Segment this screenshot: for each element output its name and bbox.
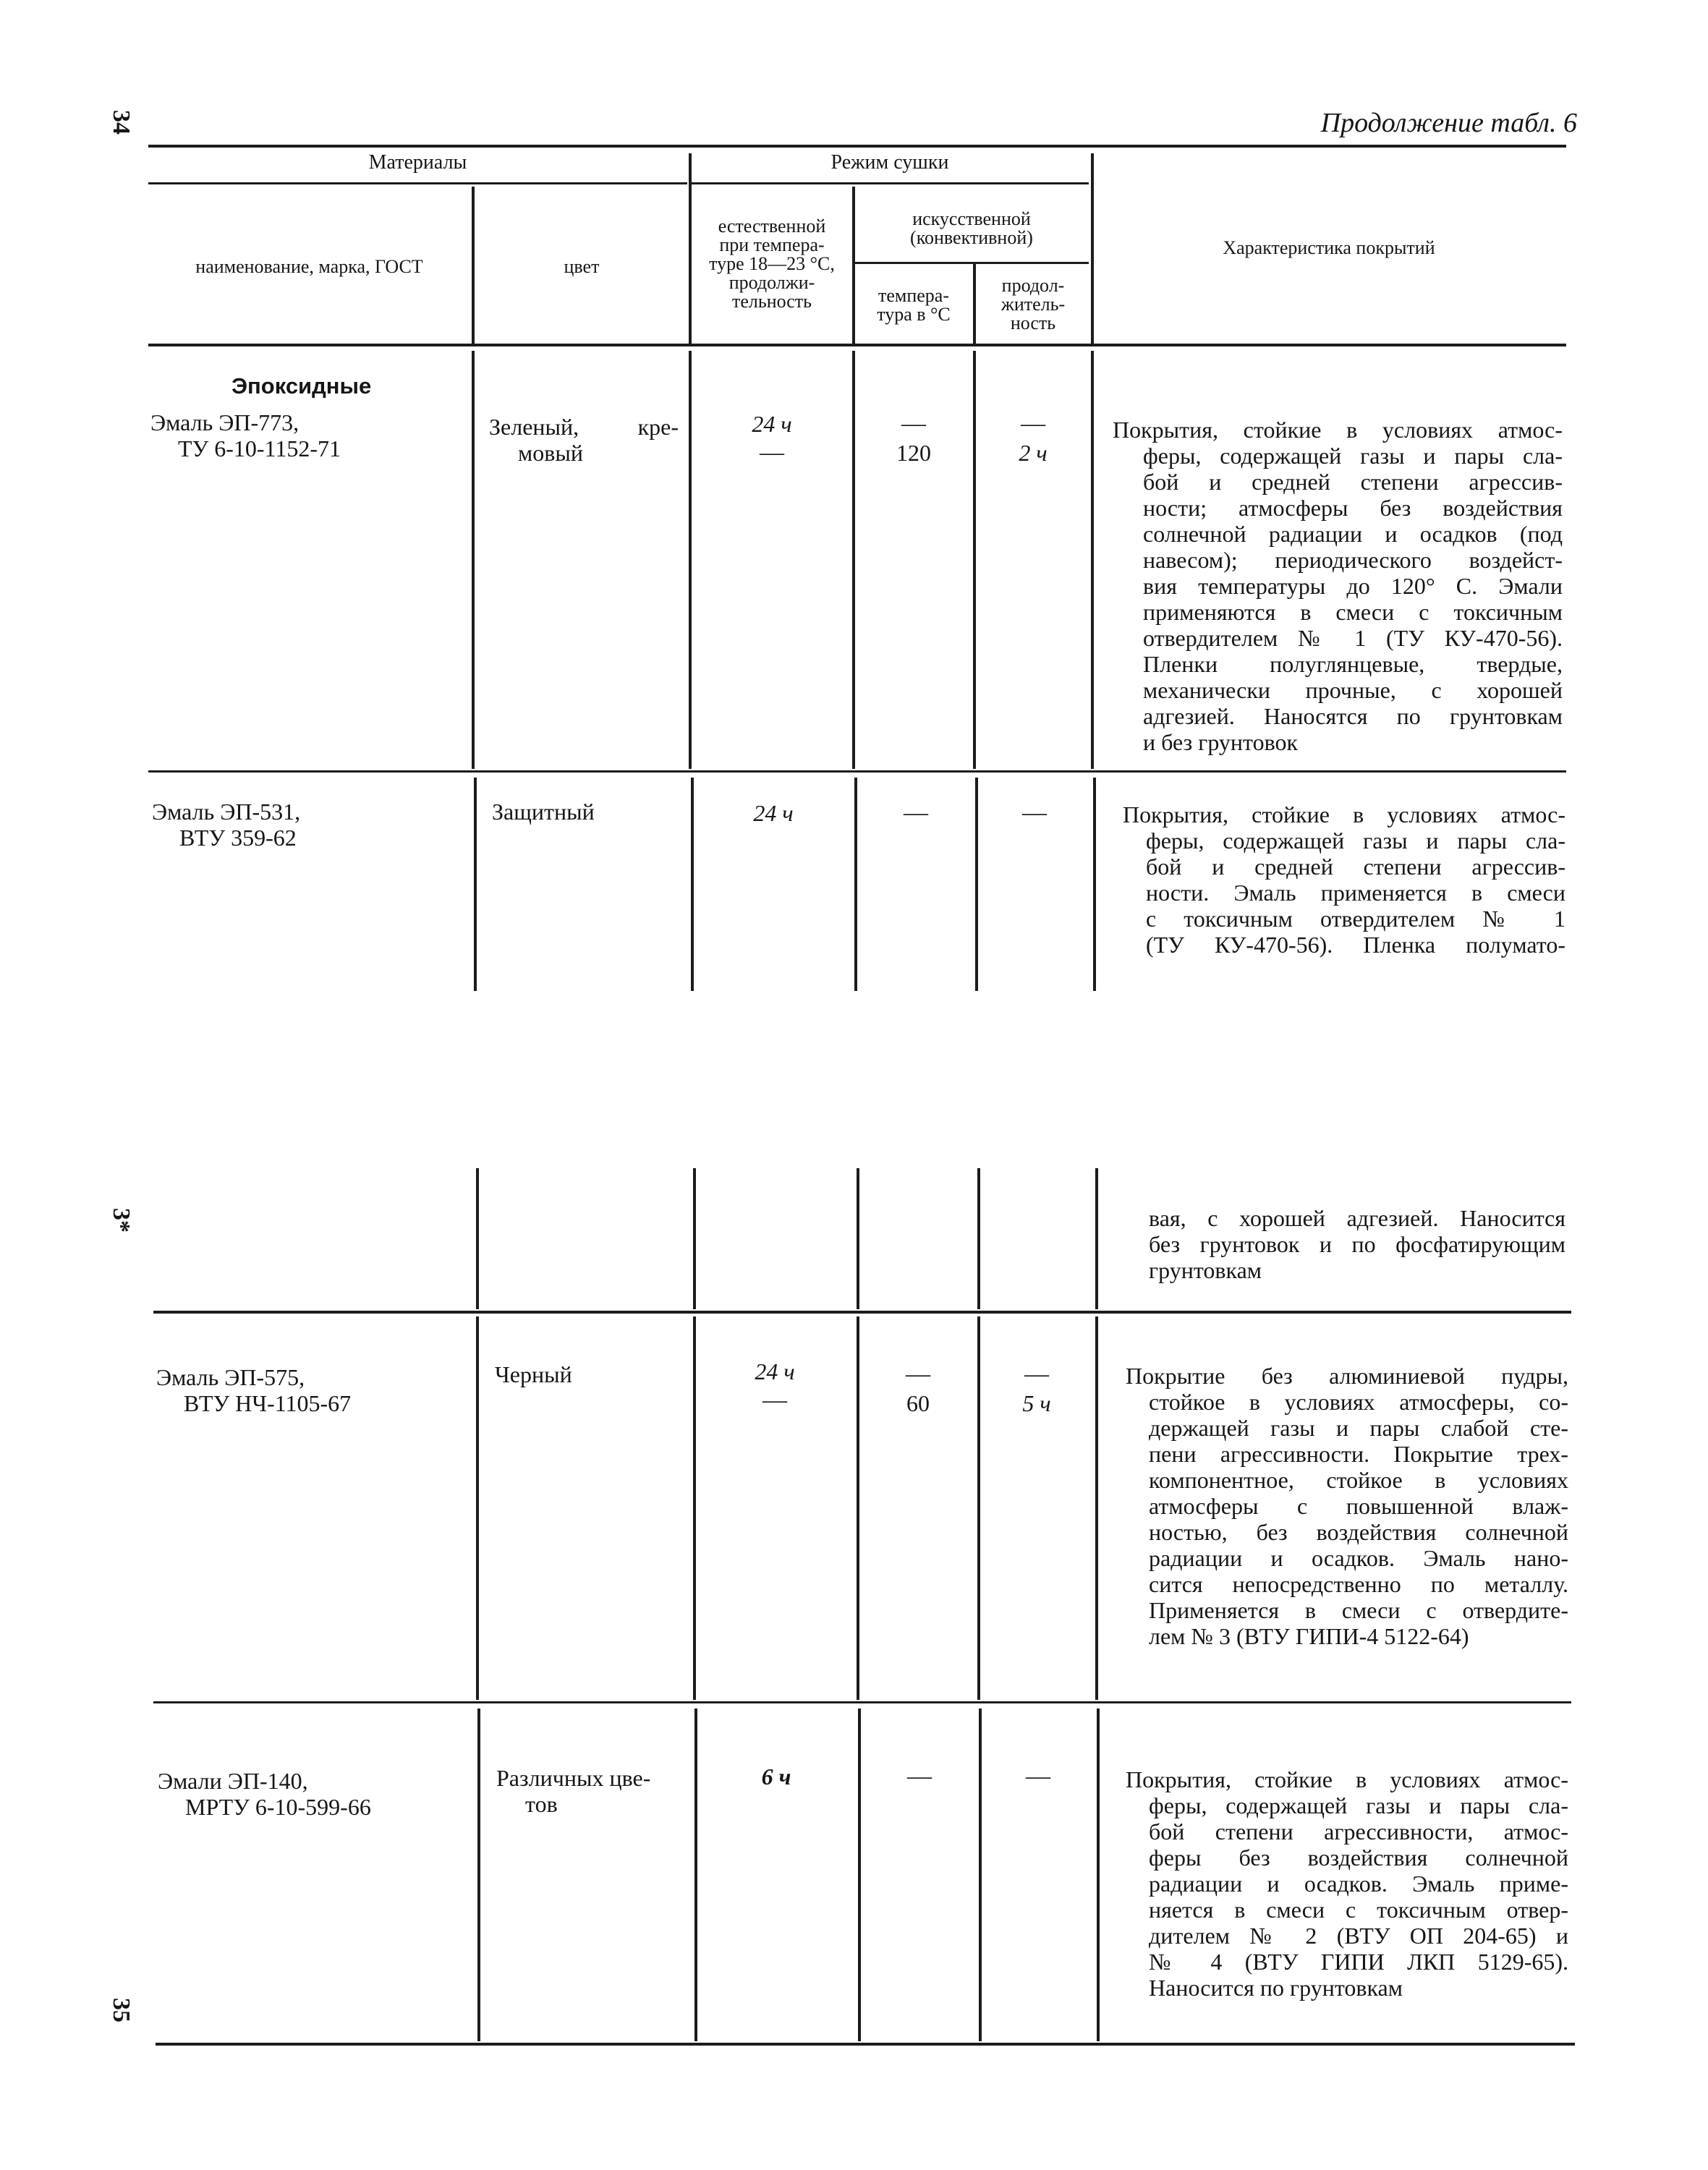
row-color [496, 1765, 686, 1817]
row-description-line: без грунтовок и по фосфатирующим [1149, 1231, 1565, 1257]
col-divider-2 [689, 351, 692, 769]
row-temperature [857, 799, 974, 827]
row-natural-value: — [760, 439, 784, 466]
header-natural-line: туре 18—23 °С, [709, 253, 835, 274]
header-duration-line: продол- [1001, 275, 1065, 296]
header-bottom-rule [148, 344, 1566, 346]
page-number-top: 34 [108, 110, 135, 135]
row-duration-value: — [1024, 1361, 1049, 1387]
row-description-line: радиации и осадков. Эмаль приме- [1149, 1871, 1568, 1897]
col-divider-3 [857, 1168, 859, 1309]
row-temperature-value: — [901, 410, 926, 437]
row-description-line: Применяется в смеси с отвердите- [1149, 1597, 1568, 1623]
row-description-line: радиации и осадков. Эмаль нано- [1149, 1545, 1568, 1571]
row-description [1113, 417, 1563, 755]
row-natural-value: — [762, 1387, 787, 1413]
row-description-line: солнечной радиации и осадков (под [1143, 521, 1563, 547]
row-description [1123, 801, 1565, 958]
row-rule [153, 1701, 1571, 1703]
header-drying-mode: Режим сушки [830, 151, 949, 174]
row-description-line: стойкое в условиях атмосферы, со- [1149, 1389, 1568, 1415]
row-duration-value: 2 ч [1019, 440, 1048, 466]
row-color-line: мовый [518, 440, 583, 466]
row-description-line: бой и средней степени агрессив- [1146, 854, 1565, 880]
row-name [152, 799, 470, 851]
col-divider-2 [693, 1168, 696, 1309]
page-number-middle: 3* [108, 1208, 135, 1233]
row-name [156, 1364, 475, 1416]
row-temperature [861, 1762, 978, 1791]
header-temperature-line: тура в °С [877, 304, 951, 325]
row-description-line: навесом); периодического воздейст- [1143, 547, 1563, 573]
row-color-line: Черный [495, 1361, 572, 1387]
row-description-line: Пленки полуглянцевые, твердые, [1143, 651, 1563, 677]
header-artificial [855, 210, 1088, 247]
col-divider-5 [1093, 778, 1096, 991]
row-description-line: бой степени агрессивности, атмос- [1149, 1818, 1568, 1845]
row-temperature-value: — [906, 1361, 930, 1387]
col-divider-2 [691, 778, 694, 991]
table-bottom-rule [156, 2043, 1575, 2046]
row-name [158, 1768, 476, 1820]
row-temperature-value: 120 [896, 440, 931, 466]
header-materials: Материалы [368, 151, 467, 174]
col-divider-2 [694, 1709, 697, 2041]
row-description-line: пени агрессивности. Покрытие трех- [1149, 1441, 1568, 1467]
row-temperature-value: — [907, 1763, 932, 1790]
row-natural-value: 24 ч [752, 411, 792, 437]
row-description-line: Покрытия, стойкие в условиях атмос- [1126, 1766, 1568, 1792]
row-rule [148, 770, 1566, 773]
row-name [150, 409, 469, 461]
table-top-rule [148, 145, 1566, 148]
row-name-line: Эмаль ЭП-575, [156, 1364, 305, 1390]
header-color-column: цвет [564, 256, 600, 277]
row-name-line: МРТУ 6-10-599-66 [185, 1794, 371, 1820]
col-divider-1 [472, 351, 475, 769]
header-sub-rule-left [148, 182, 687, 184]
row-natural-value: 24 ч [755, 1358, 795, 1384]
header-natural-line: продолжи- [728, 272, 815, 293]
row-natural [696, 1357, 854, 1415]
col-divider-4-header [973, 264, 976, 346]
row-description-line: механически прочные, с хорошей [1143, 677, 1563, 703]
row-description-line: грунтовкам [1149, 1257, 1262, 1283]
col-divider-5 [1091, 351, 1094, 769]
row-description-line: Покрытия, стойкие в условиях атмос- [1123, 801, 1565, 827]
header-temperature-line: темпера- [878, 285, 949, 306]
row-description-line: ности; атмосферы без воздействия [1143, 495, 1563, 521]
row-description-line: феры без воздействия солнечной [1149, 1845, 1568, 1871]
row-natural [694, 799, 852, 827]
row-description-line: дителем № 2 (ВТУ ОП 204-65) и [1149, 1923, 1568, 1949]
row-duration [982, 1762, 1095, 1791]
row-description-line: бой и средней степени агрессив- [1143, 469, 1563, 495]
row-color [492, 799, 681, 825]
header-natural-column [693, 217, 851, 311]
row-color-line: Различных цве- [496, 1765, 651, 1791]
row-duration [980, 1360, 1093, 1418]
row-color [495, 1361, 684, 1387]
row-duration [977, 409, 1089, 467]
section-title: Эпоксидные [231, 373, 372, 399]
header-duration-line: ность [1010, 312, 1056, 333]
row-description-line: лем № 3 (ВТУ ГИПИ-4 5122-64) [1149, 1623, 1469, 1649]
row-name-line: ТУ 6-10-1152-71 [178, 435, 341, 461]
col-divider-1-header [472, 187, 475, 346]
row-description-line: Покрытия, стойкие в условиях атмос- [1113, 417, 1563, 443]
col-divider-1 [476, 1168, 479, 1309]
col-divider-2-header [689, 153, 692, 346]
row-name-line: ВТУ НЧ-1105-67 [184, 1390, 352, 1416]
header-temperature-column [855, 286, 972, 324]
row-description-line: няется в смеси с токсичным отвер- [1149, 1897, 1568, 1923]
row-description-line: держащей газы и пары слабой сте- [1149, 1415, 1568, 1441]
row-description-line: отвердителем № 1 (ТУ КУ-470-56). [1143, 625, 1563, 651]
row-description-line: и без грунтовок [1143, 729, 1299, 755]
row-color-line: Защитный [492, 799, 595, 825]
header-sub-rule-mid [691, 182, 1089, 184]
row-color-line: Зеленый, кре- [489, 414, 679, 440]
header-natural-line: при темпера- [719, 234, 825, 255]
header-natural-line: естественной [718, 216, 826, 237]
row-rule [153, 1311, 1571, 1314]
row-description-line: атмосферы с повышенной влаж- [1149, 1493, 1568, 1519]
row-duration-value: — [1021, 410, 1045, 437]
row-natural-value: 24 ч [753, 800, 794, 826]
row-duration-value: 5 ч [1022, 1390, 1051, 1416]
header-artificial-rule [854, 262, 1089, 264]
row-description-line: № 4 (ВТУ ГИПИ ЛКП 5129-65). [1149, 1949, 1568, 1975]
page-number-bottom: 35 [108, 1998, 135, 2022]
row-name-line: ВТУ 359-62 [179, 825, 297, 851]
header-characteristic: Характеристика покрытий [1223, 237, 1435, 258]
col-divider-5 [1095, 1316, 1098, 1700]
row-description-line: вия температуры до 120° С. Эмали [1143, 573, 1563, 599]
row-description-line: Наносится по грунтовкам [1149, 1975, 1403, 2001]
row-name-line: Эмаль ЭП-531, [152, 799, 301, 825]
row-description-line: феры, содержащей газы и пары сла- [1149, 1792, 1568, 1818]
row-description-line: вая, с хорошей адгезией. Наносится [1149, 1205, 1565, 1231]
row-description-line: компонентное, стойкое в условиях [1149, 1467, 1568, 1493]
row-description-line: феры, содержащей газы и пары сла- [1146, 827, 1565, 854]
row-description-line: Покрытие без алюминиевой пудры, [1126, 1363, 1568, 1389]
row-description-line: ности. Эмаль применяется в смеси [1146, 880, 1565, 906]
col-divider-4 [977, 1168, 980, 1309]
row-name-line: Эмали ЭП-140, [158, 1768, 308, 1794]
row-description-line: применяются в смеси с токсичным [1143, 599, 1563, 625]
header-name-column: наименование, марка, ГОСТ [195, 256, 423, 277]
header-artificial-line: искусственной [912, 208, 1031, 229]
header-duration-line: житель- [1000, 294, 1066, 315]
header-natural-line: тельность [731, 291, 812, 312]
row-duration-value: — [1022, 799, 1047, 826]
row-description-line: адгезией. Наносятся по грунтовкам [1143, 703, 1563, 729]
col-divider-5 [1095, 1168, 1098, 1309]
row-natural [697, 1762, 855, 1791]
row-description-continuation [1126, 1205, 1565, 1283]
col-divider-1 [474, 778, 477, 991]
row-description-line: ностью, без воздействия солнечной [1149, 1519, 1568, 1545]
row-temperature [859, 1360, 977, 1418]
row-temperature-value: — [904, 799, 928, 826]
running-title: Продолжение табл. 6 [1320, 108, 1577, 138]
row-temperature [855, 409, 972, 467]
row-duration [978, 799, 1091, 827]
row-description [1126, 1766, 1568, 2001]
row-color [489, 414, 679, 466]
header-artificial-line: (конвективной) [910, 227, 1033, 248]
col-divider-3 [858, 1709, 861, 2041]
row-description-line: (ТУ КУ-470-56). Пленка полумато- [1146, 932, 1565, 958]
col-divider-4 [979, 1709, 982, 2041]
col-divider-1 [477, 1709, 480, 2041]
row-duration-value: — [1026, 1763, 1050, 1790]
row-description-line: с токсичным отвердителем № 1 [1146, 906, 1565, 932]
row-natural [693, 409, 851, 467]
row-description-line: сится непосредственно по металлу. [1149, 1571, 1568, 1597]
row-description [1126, 1363, 1568, 1649]
header-duration-column [977, 276, 1089, 333]
col-divider-4 [973, 351, 976, 769]
row-name-line: Эмаль ЭП-773, [150, 409, 299, 435]
col-divider-5 [1097, 1709, 1100, 2041]
col-divider-1 [476, 1316, 479, 1700]
row-temperature-value: 60 [906, 1390, 930, 1416]
row-description-line: феры, содержащей газы и пары сла- [1143, 443, 1563, 469]
row-natural-value: 6 ч [761, 1763, 791, 1790]
row-color-line: тов [525, 1791, 558, 1817]
